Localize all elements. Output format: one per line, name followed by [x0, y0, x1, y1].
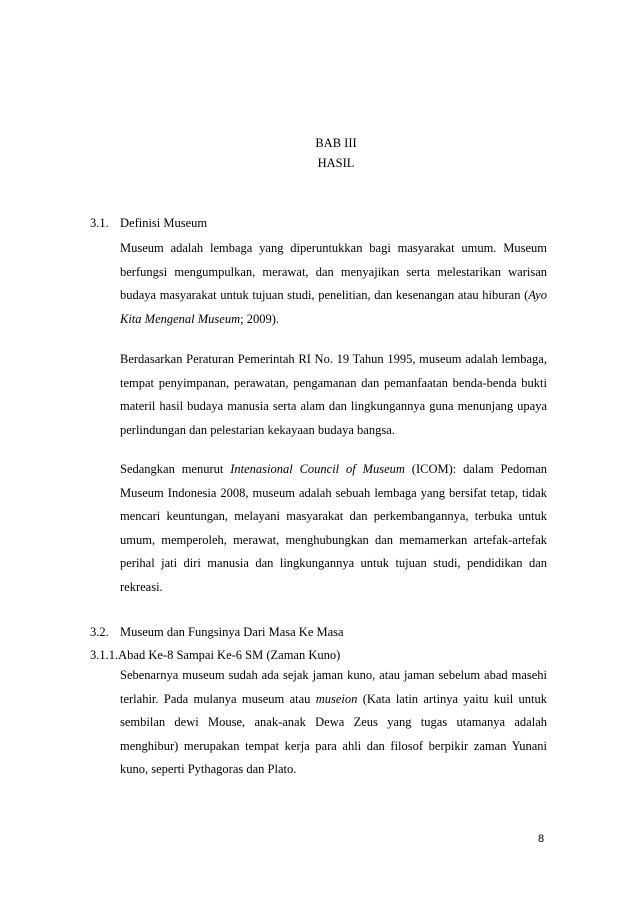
section-number: 3.2. [90, 625, 109, 639]
subsection-title: 3.1.1.Abad Ke-8 Sampai Ke-6 SM (Zaman Kuno) [90, 648, 341, 662]
paragraph-government-regulation: Berdasarkan Peraturan Pemerintah RI No. 19 Tahun 1995, museum adalah lembaga, tempat penyimpanan, perawatan, pengamanan dan pemanfaatan benda-benda bukti materil hasil budaya manusia serta alam dan lingkungannya guna menunjang upaya perlindungan dan pelestarian kekayaan budaya bangsa. [120, 352, 547, 437]
paragraph-text: Sebenarnya museum sudah ada sejak jaman kuno, atau jaman sebelum abad masehi terlahir. Pada mulanya museum atau [120, 668, 547, 706]
paragraph-text: ; 2009). [240, 311, 280, 326]
chapter-title: HASIL [317, 156, 355, 170]
paragraph-text: Sedangkan menurut [120, 462, 231, 476]
citation-title: Ayo Kita Mengenal Museum [120, 288, 547, 326]
section-title: Definisi Museum [120, 216, 208, 230]
paragraph-text: (ICOM): dalam Pedoman Museum Indonesia 2008, museum adalah sebuah lembaga yang bersifat tetap, tidak mencari keuntungan, melayani masyarakat dan perkembangannya, terbuka untuk umum, memperoleh, merawat, menghubungkan dan memamerkan artefak-artefak perihal jati diri manusia dan lingkungannya untuk tujuan studi, pendidikan dan rekreasi. [120, 462, 547, 594]
paragraph-icom-definition [120, 458, 547, 599]
term-museion: museion [315, 691, 358, 706]
section-number: 3.1. [90, 216, 109, 230]
section-title: Museum dan Fungsinya Dari Masa Ke Masa [120, 625, 344, 639]
paragraph-museum-definition [120, 237, 547, 331]
page-number: 8 [538, 833, 545, 845]
organization-name: Intenasional Council of Museum [230, 462, 405, 476]
paragraph-text: Museum adalah lembaga yang diperuntukkan bagi masyarakat umum. Museum berfungsi mengumpulkan, merawat, dan menyajikan serta melestarikan warisan budaya masyarakat untuk tujuan studi, penelitian, dan kesenangan atau hiburan ( [120, 241, 547, 302]
chapter-heading: BAB III [315, 136, 357, 150]
paragraph-ancient-museum [120, 664, 547, 782]
paragraph-text: (Kata latin artinya yaitu kuil untuk sembilan dewi Mouse, anak-anak Dewa Zeus yang tugas utamanya adalah menghibur) merupakan tempat kerja para ahli dan filosof berpikir zaman Yunani kuno, seperti Pythagoras dan Plato. [120, 691, 548, 776]
